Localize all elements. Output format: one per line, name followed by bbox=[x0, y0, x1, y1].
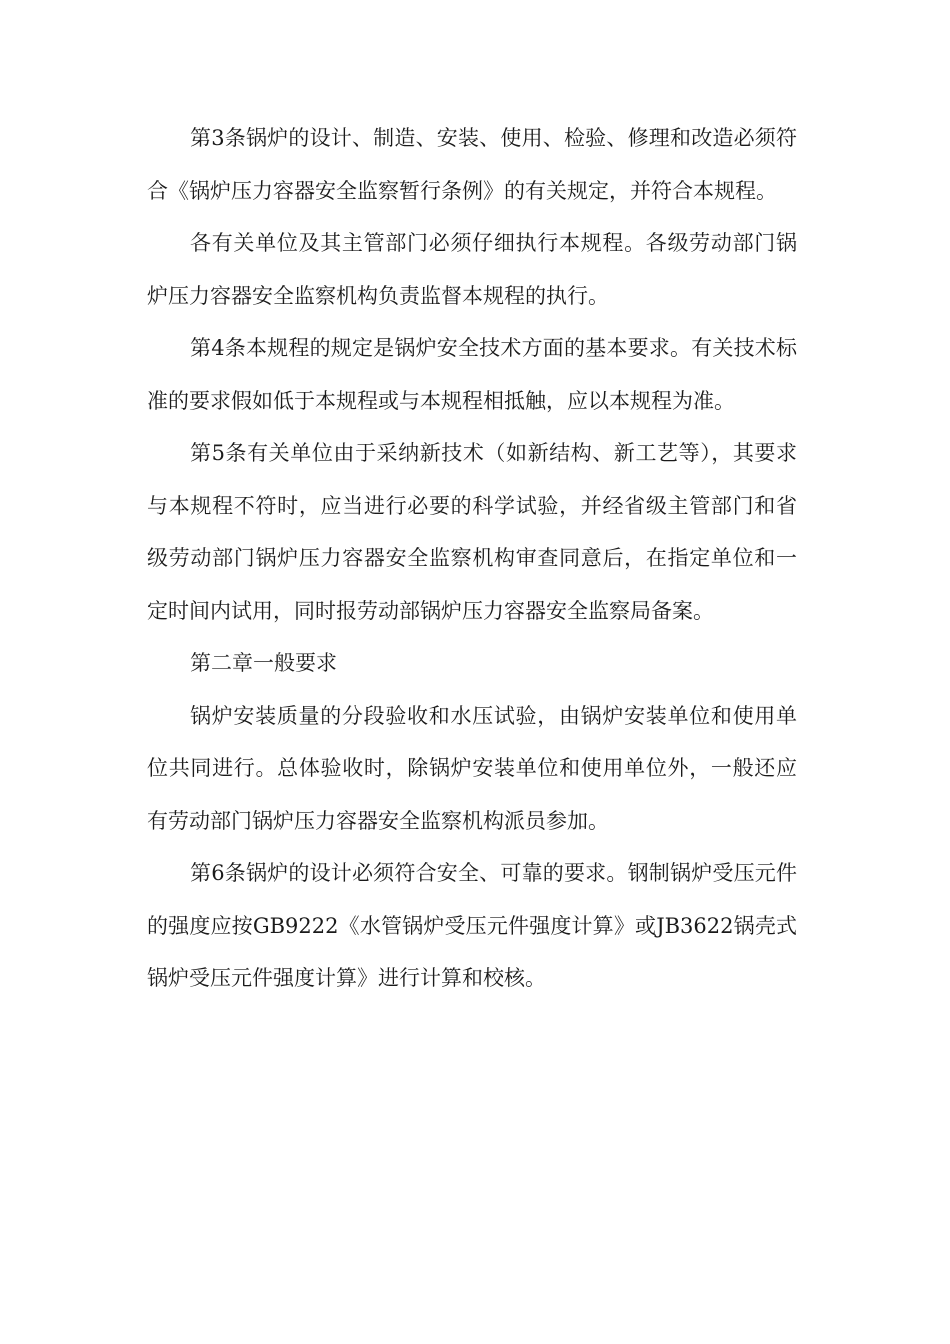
paragraph-installation-acceptance: 锅炉安装质量的分段验收和水压试验，由锅炉安装单位和使用单位共同进行。总体验收时，除锅炉安装单位和使用单位外，一般还应有劳动部门锅炉压力容器安全监察机构派员参加。 bbox=[147, 703, 797, 833]
paragraph-article-5: 第5条有关单位由于采纳新技术（如新结构、新工艺等），其要求与本规程不符时，应当进行必要的科学试验，并经省级主管部门和省级劳动部门锅炉压力容器安全监察机构审查同意后，在指定单位和一定时间内试用，同时报劳动部锅炉压力容器安全监察局备案。 bbox=[147, 441, 797, 623]
document-body bbox=[147, 112, 797, 1005]
chapter-heading: 第二章一般要求 bbox=[190, 651, 337, 675]
paragraph-article-6: 第6条锅炉的设计必须符合安全、可靠的要求。钢制锅炉受压元件的强度应按GB9222《水管锅炉受压元件强度计算》或JB3622锅壳式锅炉受压元件强度计算》进行计算和校核。 bbox=[147, 861, 797, 990]
paragraph-article-4: 第4条本规程的规定是锅炉安全技术方面的基本要求。有关技术标准的要求假如低于本规程或与本规程相抵触，应以本规程为准。 bbox=[147, 336, 797, 413]
paragraph-supervision: 各有关单位及其主管部门必须仔细执行本规程。各级劳动部门锅炉压力容器安全监察机构负责监督本规程的执行。 bbox=[147, 231, 797, 308]
paragraph-article-3: 第3条锅炉的设计、制造、安装、使用、检验、修理和改造必须符合《锅炉压力容器安全监察暂行条例》的有关规定，并符合本规程。 bbox=[147, 126, 797, 203]
